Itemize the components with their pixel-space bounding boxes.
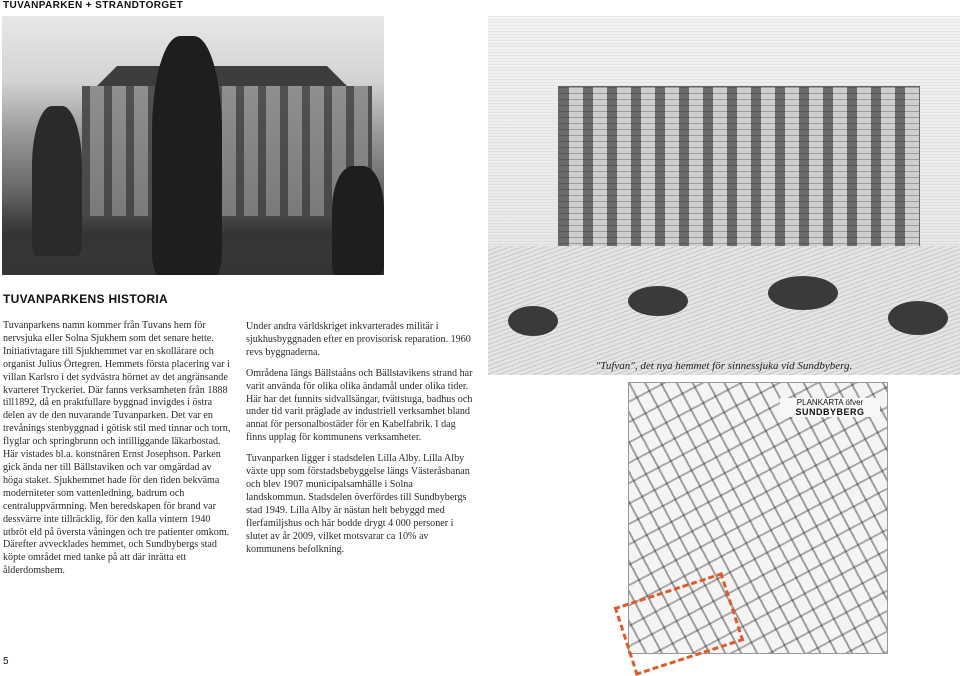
paragraph: Under andra världskriget inkvarterades militär i sjukhusbyggnaden efter en provisorisk reparation. 1960 revs byggnaderna.: [246, 321, 471, 358]
paragraph: Områdena längs Bällstaåns och Bällstavikens strand har varit använda för olika olika ändamål under olika tider. Här har det funnits sidvallsängar, tvättstuga, badhus och under tid varit präglade av industriell verksamhet bland annat för personalbostäder för en Kabelfabrik. I dag finns upplag för kommunens verksamheter.: [246, 367, 473, 444]
photo-building: [82, 86, 372, 216]
page-number: 5: [3, 656, 9, 667]
engraving-bush: [768, 276, 838, 310]
photo-tree: [32, 106, 82, 256]
map-title-small: PLANKARTA öfver: [796, 398, 864, 407]
paragraph: Tuvanparken ligger i stadsdelen Lilla Alby. Lilla Alby växte upp som förstadsbebyggelse längs Västeråsbanan och blev 1907 municipalsamhälle i Solna landskommun. Stadsdelen överfördes till Sundbybergs stad 1949. Lilla Alby är nästan helt bebyggd med flerfamiljshus och här bodde drygt 4 000 personer i slutet av år 2009, vilket motsvarar ca 10% av kommunens befolkning.: [246, 453, 470, 555]
photo-tree: [152, 36, 222, 275]
running-header: TUVANPARKEN + STRANDTORGET: [3, 0, 184, 11]
engraving-garden: [488, 246, 960, 375]
engraving-bush: [888, 301, 948, 335]
engraving-facade: [558, 86, 920, 248]
photo-tree: [332, 166, 384, 275]
map-title: [780, 398, 880, 417]
engraving-tufvan: [488, 16, 960, 375]
text-column-1: [3, 320, 231, 586]
engraving-bush: [508, 306, 558, 336]
text-column-2: [246, 321, 474, 564]
map-title-big: SUNDBYBERG: [795, 407, 865, 417]
engraving-bush: [628, 286, 688, 316]
engraving-caption: "Tufvan", det nya hemmet för sinnessjuka vid Sundbyberg.: [595, 360, 853, 372]
historic-photo-sanatorium: [2, 16, 384, 275]
paragraph: Tuvanparkens namn kommer från Tuvans hem för nervsjuka eller Solna Sjukhem som det senare hette. Initiativtagare till Sjukhemmet var en skollärare och organist Julius Örtegren. Hemmets första placering var i villan Karlsro i det sydvästra hörnet av det angränsande kvarteret Tryckeriet. Där fanns verksamheten från 1888 till1892, då en praktfullare byggnad invigdes i östra delen av de den nuvarande Tuvanparken. Det var en trevånings stenbyggnad i götisk stil med tinnar och torn, flyglar och springbrunn och intilliggande läkarbostad. Här vistades bl.a. konstnären Ernst Josephson. Parken gick ända ner till Bällstaviken och var omgärdad av höga staket. Sjukhemmet hade för den tiden bekväma moderniteter som vattenledning, badrum och centraluppvärmning. Men beredskapen för brand var dessvärre inte tillräcklig, för den kalla vintern 1940 utbröt eld på översta våningen och tre patienter omkom. Därefter avvecklades hemmet, och Sundbybergs stad köpte området med tanke på att där inrätta ett ålderdomshem.: [3, 320, 231, 577]
section-heading: TUVANPARKENS HISTORIA: [3, 292, 168, 306]
